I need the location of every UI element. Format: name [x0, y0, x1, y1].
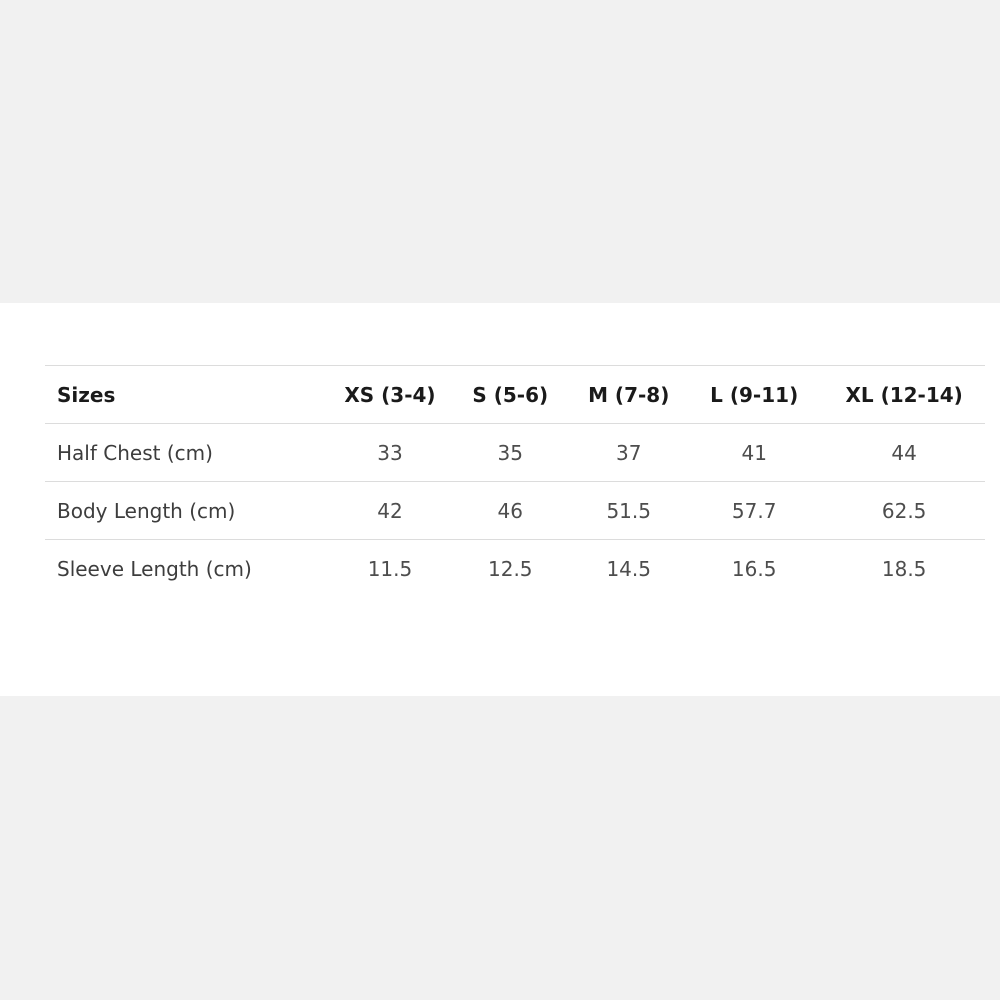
row-label-body-length: Body Length (cm)	[57, 498, 236, 523]
body-length-m: 51.5	[606, 498, 651, 523]
column-header-xl: XL (12-14)	[845, 382, 963, 407]
sleeve-length-m: 14.5	[606, 556, 651, 581]
half-chest-xl: 44	[891, 440, 917, 465]
half-chest-l: 41	[741, 440, 767, 465]
row-label-half-chest: Half Chest (cm)	[57, 440, 213, 465]
column-header-xs: XS (3-4)	[344, 382, 436, 407]
table-row-half-chest	[45, 424, 985, 482]
column-header-sizes: Sizes	[57, 382, 116, 407]
size-chart-panel	[0, 303, 1000, 696]
bottom-gray-band	[0, 696, 1000, 1000]
column-header-m: M (7-8)	[588, 382, 670, 407]
body-length-xl: 62.5	[881, 498, 927, 523]
half-chest-s: 35	[497, 440, 523, 465]
sleeve-length-xl: 18.5	[881, 556, 927, 581]
size-chart-header-row	[45, 366, 985, 424]
sleeve-length-l: 16.5	[731, 556, 777, 581]
top-gray-band	[0, 0, 1000, 303]
sleeve-length-xs: 11.5	[367, 556, 413, 581]
column-header-s: S (5-6)	[472, 382, 549, 407]
sleeve-length-s: 12.5	[488, 556, 533, 581]
body-length-l: 57.7	[731, 498, 777, 523]
half-chest-m: 37	[615, 440, 642, 465]
column-header-l: L (9-11)	[710, 382, 799, 407]
row-label-sleeve-length: Sleeve Length (cm)	[57, 556, 252, 581]
body-length-xs: 42	[377, 498, 403, 523]
half-chest-xs: 33	[377, 440, 403, 465]
table-row-body-length	[45, 482, 985, 540]
body-length-s: 46	[497, 498, 523, 523]
size-chart-table	[45, 365, 985, 598]
table-row-sleeve-length	[45, 540, 985, 598]
